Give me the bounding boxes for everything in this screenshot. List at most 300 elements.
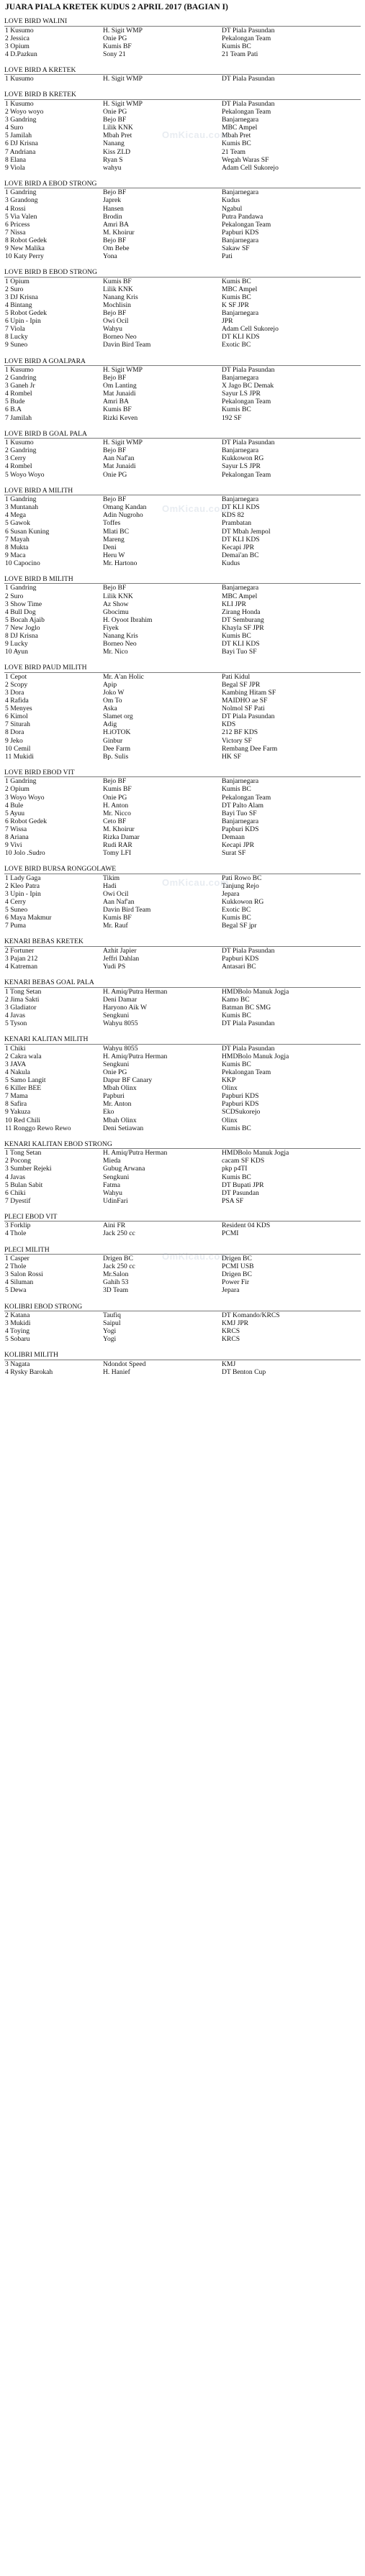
bird-name: 7 New Joglo [5,623,40,632]
class-heading: LOVE BIRD B KRETEK [4,91,361,100]
result-row [4,551,361,559]
result-row [4,1045,361,1053]
team-name: JPR [222,317,233,326]
team-name: Banjarnegara [222,817,259,825]
result-row [4,648,361,656]
bird-name: 8 Lucky [5,333,28,342]
team-name: K SF JPR [222,301,249,309]
bird-name: 1 Cepot [5,672,27,681]
team-name: Kumis BC [222,632,251,641]
bird-name: 6 DJ Krisna [5,139,38,148]
result-row [4,745,361,753]
bird-name: 3 Woyo Woyo [5,793,45,802]
result-row [4,785,361,793]
team-name: Banjarnegara [222,236,259,244]
team-name: Adam Cell Sukorejo [222,163,279,172]
owner-name: Ceto BF [103,817,127,825]
bird-name: 5 Menyes [5,705,32,713]
bird-name: 5 Woyo Woyo [5,470,45,479]
bird-name: 4 Bull Dog [5,608,36,616]
owner-name: Adig [103,720,117,729]
bird-name: 4 Rossi [5,204,26,213]
team-name: DT Piala Pasundan [222,946,275,955]
owner-name: Mr. Anton [103,1100,132,1109]
team-name: MAIDHO ae SF [222,697,268,705]
team-name: Exotic BC [222,906,251,915]
team-name: Power Fir [222,1278,250,1287]
team-name: Papburi KDS [222,1092,259,1101]
section-spacer [4,567,361,575]
class-section [4,1303,361,1344]
owner-name: Owi Ocil [103,889,129,898]
owner-name: Rizki Keven [103,413,138,422]
team-name: Kudus [222,196,240,205]
section-spacer [4,260,361,268]
bird-name: 1 Casper [5,1255,30,1263]
team-name: Mbah Pret [222,132,251,140]
class-section [4,180,361,260]
bird-name: 6 B.A [5,405,22,414]
result-row [4,108,361,116]
result-row [4,50,361,58]
section-spacer [4,761,361,769]
section-spacer [4,1132,361,1140]
team-name: KLI JPR [222,600,246,608]
bird-name: 1 Opium [5,277,30,285]
owner-name: H. Hanief [103,1368,130,1376]
class-section [4,575,361,656]
result-row [4,1157,361,1165]
result-row [4,188,361,196]
bird-name: 5 Bocah Ajaib [5,615,45,624]
owner-name: Bejo BF [103,777,127,786]
result-row [4,503,361,511]
owner-name: Taufiq [103,1311,121,1320]
result-row [4,27,361,35]
owner-name: Hansen [103,204,124,213]
class-heading: KENARI BEBAS GOAL PALA [4,978,361,988]
owner-name: Wahyu 8055 [103,1044,138,1053]
owner-name: H. Amiq/Putra Herman [103,1052,168,1060]
team-name: Kumis BC [222,139,251,148]
owner-name: Aan Naf'an [103,454,135,463]
bird-name: 5 Robot Gedek [5,309,48,318]
watermark-logo: OmKicau.com [162,1251,229,1262]
team-name: DT Piala Pasundan [222,366,275,374]
bird-name: 2 Suro [5,592,24,600]
owner-name: Sengkuni [103,1060,130,1068]
team-name: Antasari BC [222,963,256,971]
owner-name: H. Oyoot Ibrahim [103,615,153,624]
bird-name: 4 Rombel [5,390,32,398]
team-name: Kecapi JPR [222,841,255,850]
owner-name: H. Sigit WMP [103,75,143,83]
result-row [4,705,361,712]
result-row [4,955,361,963]
bird-name: 5 Dewa [5,1286,27,1295]
result-row [4,1004,361,1012]
section-spacer [4,1027,361,1035]
team-name: Jepara [222,889,240,898]
owner-name: Om Lanting [103,382,137,390]
team-name: 21 Team [222,147,245,156]
team-name: DT Piala Pasundan [222,1019,275,1028]
bird-name: 9 Suneo [5,341,28,349]
bird-name: 8 Dora [5,728,24,737]
bird-name: 1 Tong Setan [5,1149,42,1158]
owner-name: Bejo BF [103,495,127,504]
team-name: Pekalongan Team [222,1068,271,1076]
bird-name: 1 Gandring [5,495,37,504]
team-name: Papburi KDS [222,228,259,237]
bird-name: 1 Kusumo [5,75,34,83]
bird-name: 2 Scopy [5,680,28,689]
result-row [4,398,361,405]
section-spacer [4,1205,361,1213]
owner-name: Mat Junaidi [103,390,136,398]
team-name: Victory SF [222,736,252,745]
bird-name: 2 Jessica [5,34,30,42]
owner-name: Saipul [103,1319,121,1328]
class-section [4,66,361,83]
owner-name: 3D Team [103,1286,129,1295]
result-row [4,681,361,689]
result-row [4,1076,361,1084]
bird-name: 3 Opium [5,42,30,50]
result-row [4,712,361,720]
team-name: Olinx [222,1084,238,1093]
bird-name: 7 Siturah [5,720,30,729]
class-section [4,430,361,479]
owner-name: Mieda [103,1157,121,1165]
team-name: Wegah Waras SF [222,155,269,164]
team-name: Jepara [222,1286,240,1295]
owner-name: Tikim [103,874,120,882]
team-name: Pati Rowo BC [222,874,262,882]
result-row [4,794,361,802]
result-row [4,600,361,608]
team-name: Kamo BC [222,995,250,1004]
result-row [4,285,361,293]
result-row [4,1053,361,1060]
owner-name: Nanang Kris [103,632,138,641]
bird-name: 9 Lucky [5,640,28,648]
bird-name: 4 Rafida [5,697,29,705]
result-row [4,116,361,124]
bird-name: 3 Dora [5,689,24,697]
owner-name: Davin Bird Team [103,341,151,349]
team-name: DT KLI KDS [222,640,260,648]
class-heading: KOLIBRI MILITH [4,1351,361,1360]
watermark-logo: OmKicau.com [162,503,229,514]
result-row [4,390,361,398]
result-row [4,584,361,592]
result-row [4,559,361,567]
owner-name: Deni Damar [103,995,138,1004]
result-row [4,673,361,681]
owner-name: wahyu [103,163,122,172]
bird-name: 2 Suro [5,285,24,293]
class-heading: LOVE BIRD A EBOD STRONG [4,180,361,189]
team-name: KKP [222,1076,236,1085]
result-row [4,689,361,697]
owner-name: Apip [103,680,117,689]
section-spacer [4,349,361,357]
result-row [4,898,361,906]
result-row [4,1319,361,1327]
result-row [4,1092,361,1100]
bird-name: 9 Vivi [5,841,22,850]
team-name: Pekalongan Team [222,34,271,42]
result-row [4,1181,361,1189]
bird-name: 3 Upin - Ipin [5,889,41,898]
class-section [4,1140,361,1205]
bird-name: 2 Fortuner [5,946,35,955]
bird-name: 6 Pricess [5,220,30,229]
team-name: Kumis BC [222,785,251,794]
bird-name: 7 Viola [5,325,25,334]
owner-name: Mr. Rauf [103,922,128,930]
result-row [4,914,361,922]
owner-name: Mbah Olinx [103,1084,137,1093]
owner-name: Aan Naf'an [103,898,135,907]
result-row [4,454,361,462]
team-name: Kumis BC [222,1012,251,1019]
section-spacer [4,172,361,180]
bird-name: 3 Gladiator [5,1003,37,1012]
team-name: KRCS [222,1327,240,1336]
team-name: Pekalongan Team [222,108,271,116]
owner-name: Toffes [103,519,121,528]
class-section [4,268,361,349]
team-name: Zirang Honda [222,608,261,616]
owner-name: Onie PG [103,793,127,802]
result-row [4,1165,361,1173]
bird-name: 8 Robot Gedek [5,236,48,244]
result-row [4,720,361,728]
owner-name: Amri BA [103,220,129,229]
team-name: 212 BF KDS [222,728,258,737]
result-row [4,205,361,213]
team-name: DT Komando/KRCS [222,1311,280,1320]
bird-name: 4 Thole [5,1229,27,1238]
result-row [4,164,361,172]
result-row [4,810,361,817]
class-heading: KENARI BEBAS KRETEK [4,938,361,947]
team-name: DT Piala Pasundan [222,1044,275,1053]
section-spacer [4,1238,361,1246]
class-section [4,91,361,171]
team-name: 192 SF [222,413,242,422]
result-row [4,1189,361,1197]
class-heading: LOVE BIRD B GOAL PALA [4,430,361,439]
bird-name: 5 Via Valen [5,212,37,221]
owner-name: Lilik KNK [103,592,133,600]
team-name: KMJ JPR [222,1319,249,1328]
result-row [4,221,361,229]
owner-name: M. Khoirur [103,825,135,833]
team-name: Rembang Dee Farm [222,744,278,753]
team-name: Sayur LS JPR [222,390,261,398]
result-row [4,446,361,454]
team-name: Khayla SF JPR [222,623,264,632]
team-name: Putra Pandawa [222,212,263,221]
team-name: DT Semburang [222,615,264,624]
class-section [4,865,361,930]
team-name: Adam Cell Sukorejo [222,325,279,334]
bird-name: 4 Bule [5,801,24,810]
bird-name: 4 Cerry [5,898,27,907]
owner-name: H. Sigit WMP [103,366,143,374]
bird-name: 10 Jolo .Sudro [5,849,45,858]
result-row [4,511,361,519]
result-row [4,608,361,616]
result-row [4,366,361,374]
team-name: PCMI USB [222,1262,254,1271]
result-row [4,439,361,446]
class-heading: LOVE BIRD EBOD VIT [4,769,361,778]
owner-name: Borneo Neo [103,640,137,648]
team-name: Papburi KDS [222,1100,259,1109]
owner-name: Bejo BF [103,446,127,455]
team-name: Kudus [222,559,240,567]
result-row [4,213,361,221]
bird-name: 7 Nissa [5,228,26,237]
owner-name: Borneo Neo [103,333,137,342]
owner-name: Dapur BF Canary [103,1076,153,1085]
class-section [4,1035,361,1132]
team-name: 21 Team Pati [222,50,258,58]
bird-name: 5 Tyson [5,1019,27,1028]
owner-name: Kumis BF [103,914,132,922]
team-name: Bayi Tuo SF [222,648,257,656]
result-row [4,382,361,390]
result-row [4,777,361,785]
bird-name: 3 Sumber Rejeki [5,1165,52,1173]
result-row [4,1060,361,1068]
team-name: Kukkowon RG [222,454,264,463]
bird-name: 4 Toying [5,1327,30,1336]
result-row [4,697,361,705]
team-name: Sayur LS JPR [222,462,261,471]
owner-name: Adin Nugroho [103,511,143,520]
team-name: PSA SF [222,1196,244,1205]
result-row [4,148,361,156]
result-row [4,519,361,527]
class-section [4,1213,361,1238]
bird-name: 6 Kimol [5,712,28,721]
bird-name: 3 DJ Krisna [5,293,38,301]
owner-name: Haryono Aik W [103,1003,148,1012]
result-row [4,156,361,164]
owner-name: Jeffri Dahlan [103,955,140,963]
team-name: DT Piala Pasundan [222,439,275,447]
bird-name: 9 Viola [5,163,25,172]
class-heading: KOLIBRI EBOD STRONG [4,1303,361,1312]
owner-name: Ndondot Speed [103,1360,146,1368]
team-name: KMJ [222,1360,236,1368]
bird-name: 4 Bintang [5,301,32,309]
owner-name: Mareng [103,535,125,544]
owner-name: Heru W [103,551,125,559]
result-row [4,414,361,422]
owner-name: Mat Junaidi [103,462,136,471]
owner-name: Onie PG [103,1068,127,1076]
watermark-logo: OmKicau.com [162,877,229,888]
bird-name: 1 Gandring [5,188,37,197]
class-section [4,664,361,761]
team-name: DT KLI KDS [222,503,260,512]
bird-name: 5 Suneo [5,906,28,915]
owner-name: Mr. Nico [103,648,128,656]
bird-name: 4 Rombel [5,462,32,471]
bird-name: 8 DJ Krisna [5,632,38,641]
result-row [4,462,361,470]
result-row [4,849,361,857]
bird-name: 10 Ayun [5,648,28,656]
result-row [4,1368,361,1376]
bird-name: 2 Katana [5,1311,30,1320]
owner-name: Wahyu 8055 [103,1019,138,1028]
owner-name: Papburi [103,1092,125,1101]
bird-name: 6 Susan Kuning [5,527,50,536]
bird-name: 1 Gandring [5,777,37,786]
team-name: Surat SF [222,849,246,858]
owner-name: Onie PG [103,108,127,116]
bird-name: 2 Woyo woyo [5,108,44,116]
bird-name: 3 Muntanah [5,503,39,512]
result-row [4,841,361,849]
owner-name: Japrek [103,196,122,205]
team-name: Nolmol SF Pati [222,705,265,713]
bird-name: 11 Ronggo Rewo Rewo [5,1124,71,1132]
bird-name: 3 Grandong [5,196,38,205]
bird-name: 6 Upin - Ipin [5,317,41,326]
bird-name: 2 Gandring [5,374,37,382]
owner-name: UdinFari [103,1196,128,1205]
bird-name: 6 Maya Makmur [5,914,52,922]
owner-name: Mr.Salon [103,1270,129,1279]
bird-name: 9 New Malika [5,244,45,252]
bird-name: 2 Opium [5,785,30,794]
team-name: DT Mbah Jempol [222,527,271,536]
result-row [4,906,361,914]
team-name: Kumis BC [222,1124,251,1132]
team-name: Demai'an BC [222,551,259,559]
bird-name: 1 Lady Gaga [5,874,41,882]
team-name: Drigen BC [222,1255,252,1263]
result-row [4,1117,361,1124]
bird-name: 1 Kusumo [5,26,34,35]
result-row [4,1124,361,1132]
section-spacer [4,83,361,91]
bird-name: 10 Red Chili [5,1116,41,1124]
owner-name: Ginbur [103,736,123,745]
team-name: DT Piala Pasundan [222,26,275,35]
team-name: Kukkowon RG [222,898,264,907]
team-name: KDS 82 [222,511,245,520]
result-row [4,374,361,382]
class-heading: LOVE BIRD B MILITH [4,575,361,585]
bird-name: 4 Nakula [5,1068,30,1076]
team-name: Kumis BC [222,914,251,922]
owner-name: Yona [103,252,117,261]
bird-name: 1 Kusumo [5,99,34,108]
team-name: Begal SF jpr [222,922,257,930]
owner-name: H. Amiq/Putra Herman [103,1149,168,1158]
owner-name: Omang Kandan [103,503,147,512]
owner-name: Nanang [103,139,125,148]
